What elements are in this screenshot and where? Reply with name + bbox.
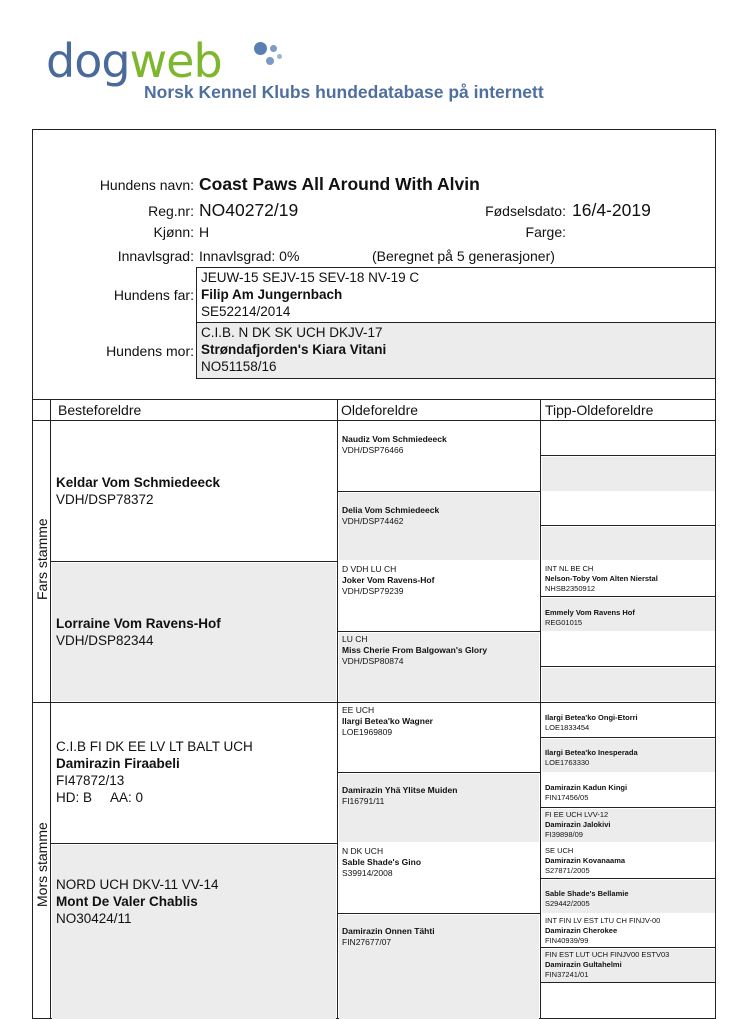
gen2-3-name: Damirazin Firaabeli (56, 756, 180, 771)
header-gen3: Oldeforeldre (341, 402, 419, 418)
gen3-cell-8[interactable] (339, 915, 539, 1019)
gen4-divider-5 (540, 596, 716, 597)
gen4-9-reg: LOE1833454 (545, 723, 590, 732)
sire-box[interactable] (196, 267, 716, 324)
sire-reg: SE52214/2014 (201, 304, 291, 319)
gen4-cell-16[interactable] (542, 949, 715, 982)
gen3-6-reg: FI16791/11 (342, 796, 385, 806)
header-gen2: Besteforeldre (58, 402, 142, 418)
gen3-3-name: Joker Vom Ravens-Hof (342, 575, 435, 585)
gen3-4-titles: LU CH (342, 634, 368, 644)
gen4-divider-13 (540, 878, 716, 879)
gen4-16-name: Damirazin Gultahelmi (545, 960, 622, 969)
gen4-11-name: Damirazin Kadun Kingi (545, 783, 628, 792)
gen4-col-line (540, 399, 541, 1019)
gen3-3-reg: VDH/DSP79239 (342, 586, 404, 596)
gen4-10-reg: LOE1763330 (545, 758, 590, 767)
gen3-7-name: Sable Shade's Gino (342, 857, 422, 867)
gen4-divider-15 (540, 947, 716, 948)
gen2-cell-2[interactable] (52, 563, 336, 701)
sire-label: Hundens far: (113, 287, 194, 303)
gen3-4-name: Miss Cherie From Balgowan's Glory (342, 645, 488, 655)
gen4-6-name: Emmely Vom Ravens Hof (545, 608, 635, 617)
dam-side-label: Mors stamme (34, 822, 50, 907)
side-col-line (50, 399, 51, 1019)
dam-reg: NO51158/16 (201, 359, 277, 374)
gen3-divider-1 (337, 491, 540, 492)
gen4-cell-5[interactable] (542, 563, 715, 596)
dam-titles: C.I.B. N DK SK UCH DKJV-17 (201, 325, 383, 340)
dog-name: Coast Paws All Around With Alvin (199, 174, 480, 194)
gen4-16-titles: FIN EST LUT UCH FINJV00 ESTV03 (545, 950, 670, 959)
gen3-8-name: Damirazin Onnen Tähti (342, 926, 435, 936)
gen3-cell-1[interactable] (339, 422, 539, 491)
sire-name: Filip Am Jungernbach (201, 287, 343, 302)
gen3-divider-3 (337, 631, 540, 632)
gen2-2-reg: VDH/DSP82344 (56, 633, 154, 648)
sire-side-label: Fars stamme (34, 518, 50, 600)
gen4-5-titles: INT NL BE CH (545, 564, 594, 573)
gen4-divider-1 (540, 455, 716, 456)
birth-date: 16/4-2019 (572, 200, 651, 220)
gen2-4-name: Mont De Valer Chablis (56, 894, 198, 909)
gen4-5-name: Nelson-Toby Vom Alten Nierstal (545, 574, 658, 583)
gen4-cell-4[interactable] (542, 527, 715, 560)
gen4-10-name: Ilargi Betea'ko Inesperada (545, 748, 638, 757)
gen2-4-titles: NORD UCH DKV-11 VV-14 (56, 877, 219, 892)
color-label: Farge: (525, 224, 566, 240)
gen4-14-reg: S29442/2005 (545, 899, 590, 908)
gen2-cell-1[interactable] (52, 422, 336, 561)
gen4-cell-15[interactable] (542, 915, 715, 947)
gen2-divider-1 (50, 561, 337, 562)
gen3-cell-5[interactable] (339, 704, 539, 772)
gen3-5-reg: LOE1969809 (342, 727, 393, 737)
gen4-divider-9 (540, 737, 716, 738)
gen3-2-name: Delia Vom Schmiedeeck (342, 505, 440, 515)
gen4-12-name: Damirazin Jalokivi (545, 820, 611, 829)
inbreeding-value: Innavlsgrad: 0% (199, 248, 300, 264)
gen3-8-reg: FIN27677/07 (342, 937, 392, 947)
gen3-4-reg: VDH/DSP80874 (342, 656, 404, 666)
gen4-divider-11 (540, 807, 716, 808)
inbreeding-note: (Beregnet på 5 generasjoner) (372, 248, 555, 264)
gen3-7-reg: S39914/2008 (342, 868, 393, 878)
header-gen4: Tipp-Oldeforeldre (545, 402, 654, 418)
logo-web-text: web (129, 34, 222, 88)
gen4-cell-14[interactable] (542, 880, 715, 913)
gen4-cell-2[interactable] (542, 457, 715, 491)
gen4-cell-11[interactable] (542, 774, 715, 807)
dam-box[interactable] (196, 322, 716, 379)
table-top-line (32, 399, 716, 400)
gen4-cell-13[interactable] (542, 845, 715, 878)
inbreeding-label: Innavlsgrad: (117, 248, 194, 264)
gen4-cell-8[interactable] (542, 668, 715, 701)
gen4-13-titles: SE UCH (545, 846, 574, 855)
gen4-15-name: Damirazin Cherokee (545, 926, 618, 935)
sex-label: Kjønn: (153, 224, 194, 240)
gen4-16-reg: FIN37241/01 (545, 970, 589, 979)
reg-number: NO40272/19 (199, 200, 299, 220)
gen2-1-name: Keldar Vom Schmiedeeck (56, 475, 221, 490)
birth-label: Fødselsdato: (485, 203, 566, 219)
gen4-11-reg: FIN17456/05 (545, 793, 589, 802)
gen2-2-name: Lorraine Vom Ravens-Hof (56, 616, 221, 631)
gen4-divider-7 (540, 666, 716, 667)
gen3-cell-3[interactable] (339, 563, 539, 631)
gen3-1-reg: VDH/DSP76466 (342, 445, 404, 455)
reg-label: Reg.nr: (148, 203, 194, 219)
gen3-5-titles: EE UCH (342, 705, 375, 715)
gen2-cell-4[interactable] (52, 845, 336, 1019)
gen2-1-reg: VDH/DSP78372 (56, 492, 154, 507)
gen4-5-reg: NHSB2350912 (545, 584, 596, 593)
gen3-divider-5 (337, 772, 540, 773)
dam-name: Strøndafjorden's Kiara Vitani (201, 342, 387, 357)
gen3-2-reg: VDH/DSP74462 (342, 516, 404, 526)
gen3-divider-7 (337, 913, 540, 914)
gen3-7-titles: N DK UCH (342, 846, 384, 856)
logo-subtitle: Norsk Kennel Klubs hundedatabase på internett (144, 82, 544, 102)
gen4-13-name: Damirazin Kovanaama (545, 856, 626, 865)
gen3-cell-4[interactable] (339, 633, 539, 701)
gen3-cell-7[interactable] (339, 845, 539, 913)
gen4-12-titles: FI EE UCH LVV-12 (545, 810, 609, 819)
gen3-5-name: Ilargi Betea'ko Wagner (342, 716, 433, 726)
gen2-divider-3 (50, 843, 337, 844)
gen4-13-reg: S27871/2005 (545, 866, 590, 875)
gen4-15-reg: FIN40939/99 (545, 936, 589, 945)
header-bottom-line (32, 420, 716, 421)
gen4-cell-1[interactable] (542, 422, 715, 455)
gen4-cell-9[interactable] (542, 704, 715, 737)
dog-name-label: Hundens navn: (99, 177, 194, 193)
gen4-cell-3[interactable] (542, 493, 715, 525)
gen2-4-reg: NO30424/11 (56, 911, 132, 926)
dam-label: Hundens mor: (106, 343, 194, 359)
gen4-cell-12[interactable] (542, 809, 715, 842)
gen3-cell-6[interactable] (339, 774, 539, 842)
gen3-3-titles: D VDH LU CH (342, 564, 397, 574)
gen2-3-reg: FI47872/13 (56, 773, 125, 788)
gen4-cell-6[interactable] (542, 598, 715, 631)
sex-value: H (199, 224, 210, 240)
gen2-3-health: HD: B AA: 0 (56, 790, 144, 805)
sire-titles: JEUW-15 SEJV-15 SEV-18 NV-19 C (201, 270, 420, 285)
gen4-cell-10[interactable] (542, 739, 715, 772)
logo[interactable] (46, 34, 222, 88)
gen3-cell-2[interactable] (339, 493, 539, 560)
gen4-15-titles: INT FIN LV EST LTU CH FINJV-00 (545, 916, 661, 925)
gen3-col-line (337, 399, 338, 1019)
gen4-6-reg: REG01015 (545, 618, 583, 627)
gen3-1-name: Naudiz Vom Schmiedeeck (342, 434, 447, 444)
gen4-divider-16 (540, 982, 716, 983)
gen2-3-titles: C.I.B FI DK EE LV LT BALT UCH (56, 739, 253, 754)
gen2-cell-3[interactable] (52, 704, 336, 843)
logo-dog-text: dog (46, 34, 130, 88)
gen4-9-name: Ilargi Betea'ko Ongi-Etorri (545, 713, 638, 722)
gen4-12-reg: FI39898/09 (545, 830, 583, 839)
gen3-6-name: Damirazin Yhä Ylitse Muiden (342, 785, 458, 795)
side-split-line (32, 702, 716, 703)
gen4-divider-3 (540, 525, 716, 526)
gen4-14-name: Sable Shade's Bellamie (545, 889, 629, 898)
gen4-cell-7[interactable] (542, 633, 715, 666)
